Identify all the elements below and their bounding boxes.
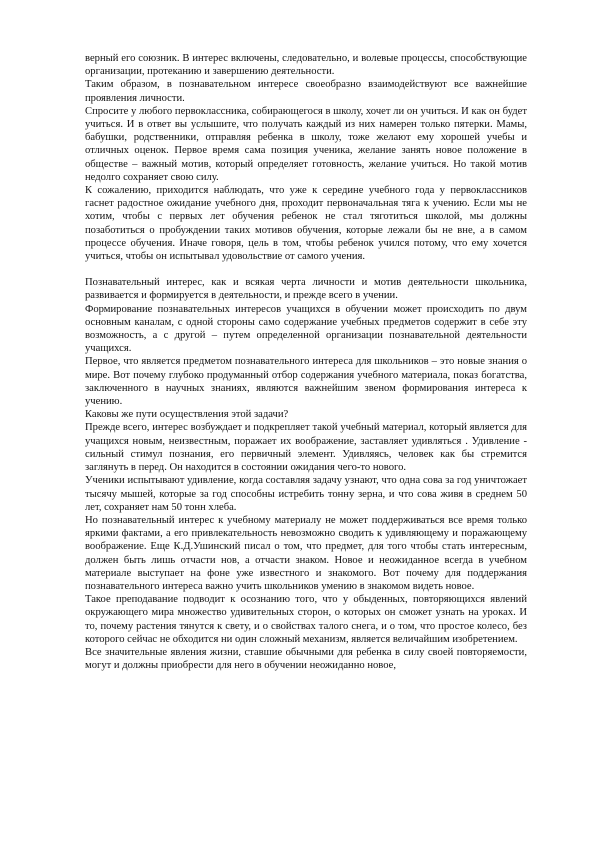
paragraph: Ученики испытывают удивление, когда составляя задачу узнают, что одна сова за год уничтожает тысячу мышей, которые за год способны истребить тонну зерна, и что сова живя в среднем 50 лет, сохраняет нам 50 тонн хлеба. bbox=[85, 475, 527, 513]
document-page bbox=[85, 52, 527, 672]
paragraph: верный его союзник. В интерес включены, следовательно, и волевые процессы, способствующие организации, протеканию и завершению деятельности. bbox=[85, 53, 527, 78]
section-question: Каковы же пути осуществления этой задачи? bbox=[85, 409, 289, 421]
paragraph: К сожалению, приходится наблюдать, что уже к середине учебного года у первоклассников гаснет радостное ожидание учебного дня, проходит первоначальная тяга к учению. Если мы не хотим, чтобы с первых лет обучения ребенок не стал тяготиться школой, мы должны позаботиться о пробуждении таких мотивов обучения, которые лежали бы не вне, а в самом процессе обучения. Иначе говоря, цель в том, чтобы ребенок учился потому, что ему хочется учиться, чтобы он испытывал удовольствие от самого учения. bbox=[85, 185, 527, 263]
paragraph: Таким образом, в познавательном интересе своеобразно взаимодействуют все важнейшие проявления личности. bbox=[85, 79, 527, 104]
paragraph: Но познавательный интерес к учебному материалу не может поддерживаться все время только яркими фактами, а его привлекательность невозможно сводить к удивляющему и поражающему воображение. Еще К.Д.Ушинский писал о том, что предмет, для того чтобы стать интересным, должен быть лишь отчасти нов, а отчасти знаком. Новое и неожиданное всегда в учебном материале выступает на фоне уже известного и знакомого. Вот почему для поддержания познавательного интереса важно учить школьников умению в знакомом видеть новое. bbox=[85, 514, 527, 592]
paragraph: Формирование познавательных интересов учащихся в обучении может происходить по двум основным каналам, с одной стороны само содержание учебных предметов содержит в себе эту возможность, а с другой – путем определенной организации познавательной деятельности учащихся. bbox=[85, 303, 527, 355]
paragraph: Прежде всего, интерес возбуждает и подкрепляет такой учебный материал, который является для учащихся новым, неизвестным, поражает их воображение, заставляет удивляться . Удивление - сильный стимул познания, его первичный элемент. Удивляясь, человек как бы стремится заглянуть в перед. Он находится в состоянии ожидания чего-то нового. bbox=[85, 422, 527, 474]
paragraph: Первое, что является предметом познавательного интереса для школьников – это новые знания о мире. Вот почему глубоко продуманный отбор содержания учебного материала, показ богатства, заключенного в научных знаниях, являются важнейшим звеном формирования интереса к учению. bbox=[85, 356, 527, 408]
paragraph: Спросите у любого первоклассника, собирающегося в школу, хочет ли он учиться. И как он будет учиться. И в ответ вы услышите, что получать каждый из них намерен только пятерки. Мамы, бабушки, родственники, отправляя ребенка в школу, тоже желают ему хорошей учебы и отличных оценок. Первое время сама позиция ученика, желание занять новое положение в обществе – важный мотив, который определяет готовность, желание учиться. Но такой мотив недолго сохраняет свою силу. bbox=[85, 105, 527, 183]
paragraph: Такое преподавание подводит к осознанию того, что у обыденных, повторяющихся явлений окружающего мира множество удивительных сторон, о которых он сможет узнать на уроках. И то, почему растения тянутся к свету, и о свойствах талого снега, и о том, что простое колесо, без которого сейчас не обходится ни один сложный механизм, является величайшим изобретением. bbox=[85, 594, 527, 645]
paragraph: Все значительные явления жизни, ставшие обычными для ребенка в силу своей повторяемости, могут и должны приобрести для него в обучении неожиданно новое, bbox=[85, 646, 527, 672]
paragraph: Познавательный интерес, как и всякая черта личности и мотив деятельности школьника, развивается и формируется в деятельности, и прежде всего в учении. bbox=[85, 277, 527, 302]
paragraph-gap bbox=[85, 263, 527, 276]
